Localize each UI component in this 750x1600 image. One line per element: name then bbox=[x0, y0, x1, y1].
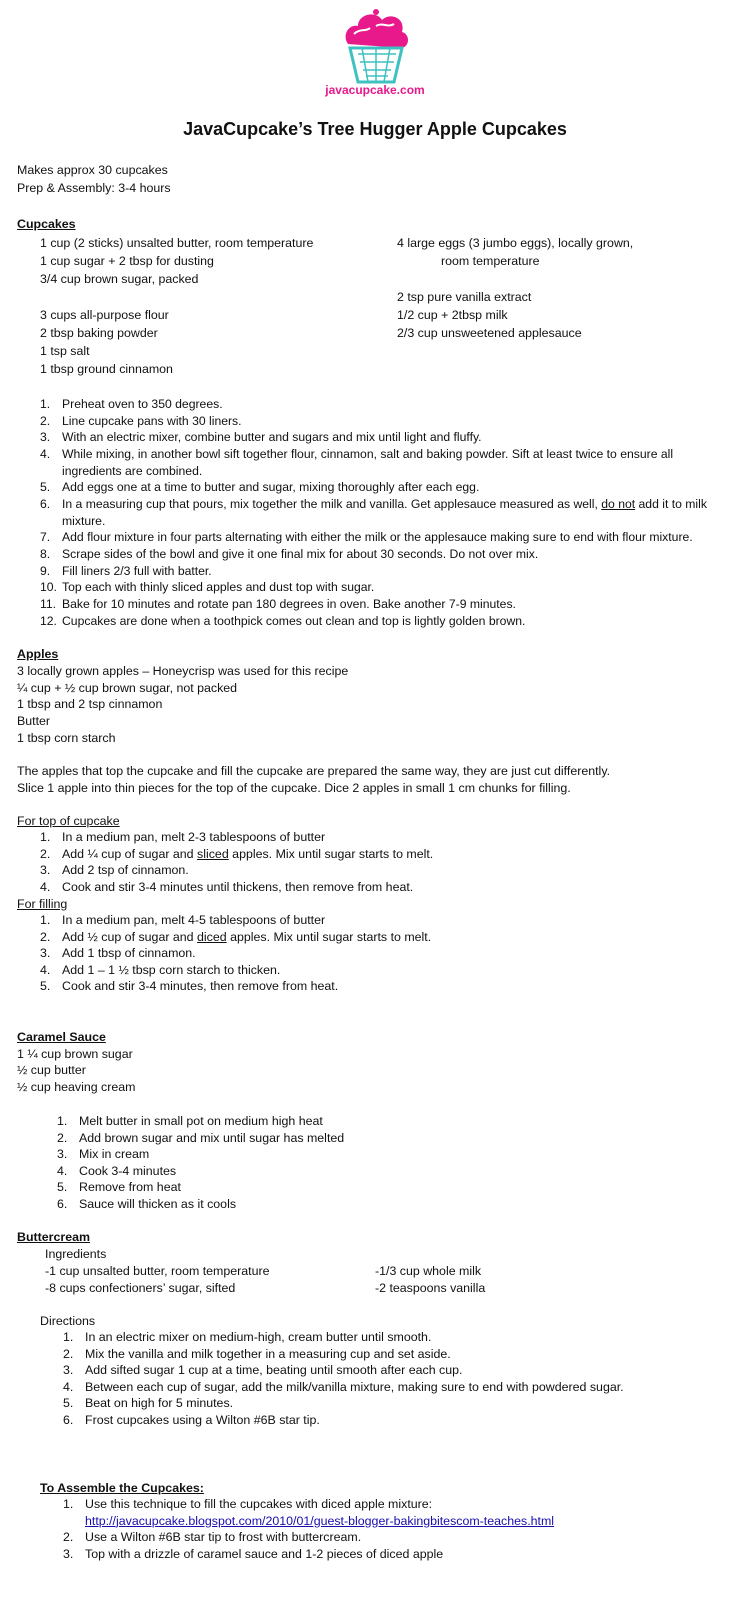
cupcake-ingredient: 2 tsp pure vanilla extract bbox=[397, 290, 532, 304]
list-item bbox=[63, 1362, 743, 1379]
list-item bbox=[63, 1412, 743, 1429]
site-name: javacupcake.com bbox=[325, 83, 425, 97]
step-number: 11. bbox=[40, 596, 57, 611]
step-number: 5. bbox=[57, 1180, 68, 1195]
list-item bbox=[40, 563, 735, 580]
buttercream-ingredient: -1/3 cup whole milk bbox=[375, 1264, 482, 1278]
list-item bbox=[40, 546, 735, 563]
step-number: 10. bbox=[40, 580, 57, 595]
apple-ingredient: Butter bbox=[17, 714, 51, 728]
list-item bbox=[40, 862, 720, 879]
step-text: Add ½ cup of sugar and bbox=[62, 929, 194, 944]
yield-text: Makes approx 30 cupcakes bbox=[17, 163, 168, 177]
step-text: Fill liners 2/3 full with batter. bbox=[62, 563, 212, 578]
buttercream-ingredient: -2 teaspoons vanilla bbox=[375, 1281, 486, 1295]
list-item bbox=[40, 529, 735, 546]
step-number: 3. bbox=[40, 946, 51, 961]
step-number: 3. bbox=[63, 1363, 74, 1378]
step-text: Add flour mixture in four parts alternating with either the milk or the applesauce making sure to end with flour mixture. bbox=[62, 530, 693, 545]
list-item bbox=[40, 496, 735, 529]
caramel-ingredient: ½ cup butter bbox=[17, 1063, 86, 1077]
cupcake-ingredient: 1 cup sugar + 2 tbsp for dusting bbox=[40, 254, 214, 268]
list-item bbox=[63, 1496, 743, 1529]
step-text: Top each with thinly sliced apples and dust top with sugar. bbox=[62, 580, 375, 595]
list-item bbox=[63, 1529, 743, 1546]
step-number: 2. bbox=[40, 929, 51, 944]
step-text: Add sifted sugar 1 cup at a time, beating until smooth after each cup. bbox=[85, 1363, 463, 1378]
step-text: Frost cupcakes using a Wilton #6B star tip. bbox=[85, 1412, 320, 1427]
step-number: 1. bbox=[63, 1330, 74, 1344]
list-item bbox=[63, 1546, 743, 1563]
list-item bbox=[40, 479, 735, 496]
step-number: 8. bbox=[40, 546, 51, 561]
step-text: Add 1 tbsp of cinnamon. bbox=[62, 946, 196, 961]
page-title: JavaCupcake’s Tree Hugger Apple Cupcakes bbox=[183, 119, 567, 139]
step-number: 5. bbox=[63, 1396, 74, 1411]
step-number: 1. bbox=[57, 1114, 68, 1128]
list-item bbox=[40, 596, 735, 613]
step-number: 2. bbox=[40, 413, 51, 428]
step-text: Scrape sides of the bowl and give it one final mix for about 30 seconds. Do not over mix. bbox=[62, 546, 539, 561]
apple-ingredient: 1 tbsp corn starch bbox=[17, 731, 116, 745]
step-text: Preheat oven to 350 degrees. bbox=[62, 397, 223, 411]
list-item bbox=[40, 879, 720, 896]
step-text: Cook and stir 3-4 minutes, then remove from heat. bbox=[62, 979, 339, 994]
cupcake-steps bbox=[40, 396, 735, 629]
step-number: 1. bbox=[40, 830, 51, 844]
cupcake-ingredient: 1 cup (2 sticks) unsalted butter, room temperature bbox=[40, 236, 314, 250]
step-number: 4. bbox=[40, 879, 51, 894]
step-number: 1. bbox=[63, 1497, 74, 1511]
step-text: Mix the vanilla and milk together in a measuring cup and set aside. bbox=[85, 1346, 451, 1361]
step-text-emphasis: diced bbox=[197, 929, 227, 944]
step-text: Melt butter in small pot on medium high heat bbox=[79, 1114, 323, 1128]
step-number: 4. bbox=[40, 446, 51, 461]
list-item bbox=[57, 1130, 657, 1147]
step-number: 1. bbox=[40, 397, 51, 411]
step-number: 3. bbox=[57, 1147, 68, 1162]
list-item bbox=[63, 1329, 743, 1346]
list-item bbox=[57, 1196, 657, 1213]
list-item bbox=[63, 1346, 743, 1363]
cupcakes-heading: Cupcakes bbox=[17, 217, 76, 231]
apples-note: The apples that top the cupcake and fill the cupcake are prepared the same way, they are just cut differently. bbox=[17, 764, 611, 778]
step-text: Add 2 tsp of cinnamon. bbox=[62, 863, 189, 878]
step-number: 5. bbox=[40, 480, 51, 495]
list-item bbox=[40, 413, 735, 430]
list-item bbox=[40, 446, 735, 479]
list-item bbox=[40, 829, 720, 846]
step-text: Cook and stir 3-4 minutes until thickens, then remove from heat. bbox=[62, 879, 414, 894]
list-item bbox=[40, 429, 735, 446]
cupcake-ingredient: room temperature bbox=[441, 254, 540, 268]
list-item bbox=[57, 1163, 657, 1180]
directions-label: Directions bbox=[40, 1314, 96, 1328]
buttercream-steps bbox=[63, 1329, 743, 1429]
list-item bbox=[57, 1179, 657, 1196]
caramel-ingredient: ½ cup heaving cream bbox=[17, 1080, 136, 1094]
step-text: Use this technique to fill the cupcakes with diced apple mixture: bbox=[85, 1497, 433, 1511]
list-item bbox=[57, 1146, 657, 1163]
cupcake-ingredient: 4 large eggs (3 jumbo eggs), locally grown, bbox=[397, 236, 634, 250]
list-item bbox=[40, 613, 735, 630]
apple-ingredient: 3 locally grown apples – Honeycrisp was used for this recipe bbox=[17, 664, 349, 678]
step-text: In a measuring cup that pours, mix together the milk and vanilla. Get applesauce measured as well, bbox=[62, 496, 598, 511]
step-text: Remove from heat bbox=[79, 1180, 181, 1195]
list-item bbox=[40, 978, 720, 995]
top-of-cupcake-steps bbox=[40, 829, 720, 895]
buttercream-ingredient: -1 cup unsalted butter, room temperature bbox=[45, 1264, 270, 1278]
step-text: Bake for 10 minutes and rotate pan 180 degrees in oven. Bake another 7-9 minutes. bbox=[62, 596, 516, 611]
step-number: 1. bbox=[40, 913, 51, 927]
cupcake-ingredient: 1 tsp salt bbox=[40, 344, 90, 358]
step-number: 12. bbox=[40, 613, 57, 628]
step-text: Add 1 – 1 ½ tbsp corn starch to thicken. bbox=[62, 962, 281, 977]
step-number: 4. bbox=[57, 1163, 68, 1178]
ingredients-label: Ingredients bbox=[45, 1247, 107, 1261]
assemble-steps bbox=[63, 1496, 743, 1562]
cupcake-ingredient: 1/2 cup + 2tbsp milk bbox=[397, 308, 508, 322]
list-item bbox=[40, 396, 735, 413]
step-text: Use a Wilton #6B star tip to frost with buttercream. bbox=[85, 1530, 362, 1545]
step-text: In an electric mixer on medium-high, cream butter until smooth. bbox=[85, 1330, 432, 1344]
step-text: Top with a drizzle of caramel sauce and 1-2 pieces of diced apple bbox=[85, 1546, 444, 1561]
top-of-cupcake-heading: For top of cupcake bbox=[17, 814, 120, 828]
apple-ingredient: 1 tbsp and 2 tsp cinnamon bbox=[17, 697, 163, 711]
list-item bbox=[40, 929, 720, 946]
caramel-ingredient: 1 ¼ cup brown sugar bbox=[17, 1047, 133, 1061]
list-item bbox=[63, 1379, 743, 1396]
filling-steps bbox=[40, 912, 720, 995]
step-number: 2. bbox=[40, 846, 51, 861]
step-text: Cupcakes are done when a toothpick comes out clean and top is lightly golden brown. bbox=[62, 613, 526, 628]
cupcake-ingredient: 2 tbsp baking powder bbox=[40, 326, 158, 340]
prep-time-text: Prep & Assembly: 3-4 hours bbox=[17, 181, 171, 195]
step-text: ingredients are combined. bbox=[62, 463, 203, 478]
cupcake-ingredient: 3/4 cup brown sugar, packed bbox=[40, 272, 199, 286]
step-text-emphasis: do not bbox=[601, 496, 636, 511]
step-number: 7. bbox=[40, 530, 51, 545]
step-text: In a medium pan, melt 2-3 tablespoons of butter bbox=[62, 830, 326, 844]
apples-note: Slice 1 apple into thin pieces for the top of the cupcake. Dice 2 apples in small 1 cm chunks for filling. bbox=[17, 781, 571, 795]
step-text: Sauce will thicken as it cools bbox=[79, 1196, 237, 1211]
list-item bbox=[40, 846, 720, 863]
step-text: Beat on high for 5 minutes. bbox=[85, 1396, 234, 1411]
assemble-heading: To Assemble the Cupcakes: bbox=[40, 1481, 204, 1495]
step-text: While mixing, in another bowl sift together flour, cinnamon, salt and baking powder. Sift at least twice to ensure all bbox=[62, 446, 674, 461]
step-text: mixture. bbox=[62, 513, 106, 528]
step-number: 3. bbox=[63, 1546, 74, 1561]
list-item bbox=[40, 579, 735, 596]
apple-ingredient: ¼ cup + ½ cup brown sugar, not packed bbox=[17, 681, 238, 695]
step-number: 4. bbox=[40, 962, 51, 977]
technique-link[interactable]: http://javacupcake.blogspot.com/2010/01/guest-blogger-bakingbitescom-teaches.html bbox=[85, 1513, 555, 1528]
caramel-steps bbox=[57, 1113, 657, 1213]
list-item bbox=[40, 962, 720, 979]
step-number: 2. bbox=[63, 1346, 74, 1361]
cupcake-ingredient: 3 cups all-purpose flour bbox=[40, 308, 169, 322]
step-text: add it to milk bbox=[638, 496, 707, 511]
step-number: 9. bbox=[40, 563, 51, 578]
step-text-emphasis: sliced bbox=[197, 846, 229, 861]
step-number: 4. bbox=[63, 1379, 74, 1394]
list-item bbox=[40, 945, 720, 962]
step-number: 5. bbox=[40, 979, 51, 994]
step-text: apples. Mix until sugar starts to melt. bbox=[232, 846, 434, 861]
step-text: apples. Mix until sugar starts to melt. bbox=[230, 929, 432, 944]
list-item bbox=[40, 912, 720, 929]
step-text: Add ¼ cup of sugar and bbox=[62, 846, 194, 861]
cupcake-logo-icon bbox=[336, 6, 416, 86]
step-text: Between each cup of sugar, add the milk/vanilla mixture, making sure to end with powdered sugar. bbox=[85, 1379, 624, 1394]
step-text: Add brown sugar and mix until sugar has melted bbox=[79, 1130, 345, 1145]
list-item bbox=[63, 1395, 743, 1412]
step-number: 3. bbox=[40, 430, 51, 445]
step-text: With an electric mixer, combine butter and sugars and mix until light and fluffy. bbox=[62, 430, 482, 445]
apples-heading: Apples bbox=[17, 647, 59, 661]
caramel-heading: Caramel Sauce bbox=[17, 1030, 106, 1044]
step-number: 2. bbox=[57, 1130, 68, 1145]
step-text: In a medium pan, melt 4-5 tablespoons of butter bbox=[62, 913, 326, 927]
cupcake-ingredient: 2/3 cup unsweetened applesauce bbox=[397, 326, 582, 340]
buttercream-ingredient: -8 cups confectioners’ sugar, sifted bbox=[45, 1281, 236, 1295]
step-text: Line cupcake pans with 30 liners. bbox=[62, 413, 242, 428]
step-number: 6. bbox=[63, 1412, 74, 1427]
cupcake-ingredient: 1 tbsp ground cinnamon bbox=[40, 362, 173, 376]
buttercream-heading: Buttercream bbox=[17, 1230, 90, 1244]
step-number: 3. bbox=[40, 863, 51, 878]
step-text: Mix in cream bbox=[79, 1147, 150, 1162]
step-number: 6. bbox=[40, 496, 51, 511]
step-number: 2. bbox=[63, 1530, 74, 1545]
filling-heading: For filling bbox=[17, 897, 68, 911]
step-text: Cook 3-4 minutes bbox=[79, 1163, 177, 1178]
step-number: 6. bbox=[57, 1196, 68, 1211]
list-item bbox=[57, 1113, 657, 1130]
step-text: Add eggs one at a time to butter and sugar, mixing thoroughly after each egg. bbox=[62, 480, 480, 495]
